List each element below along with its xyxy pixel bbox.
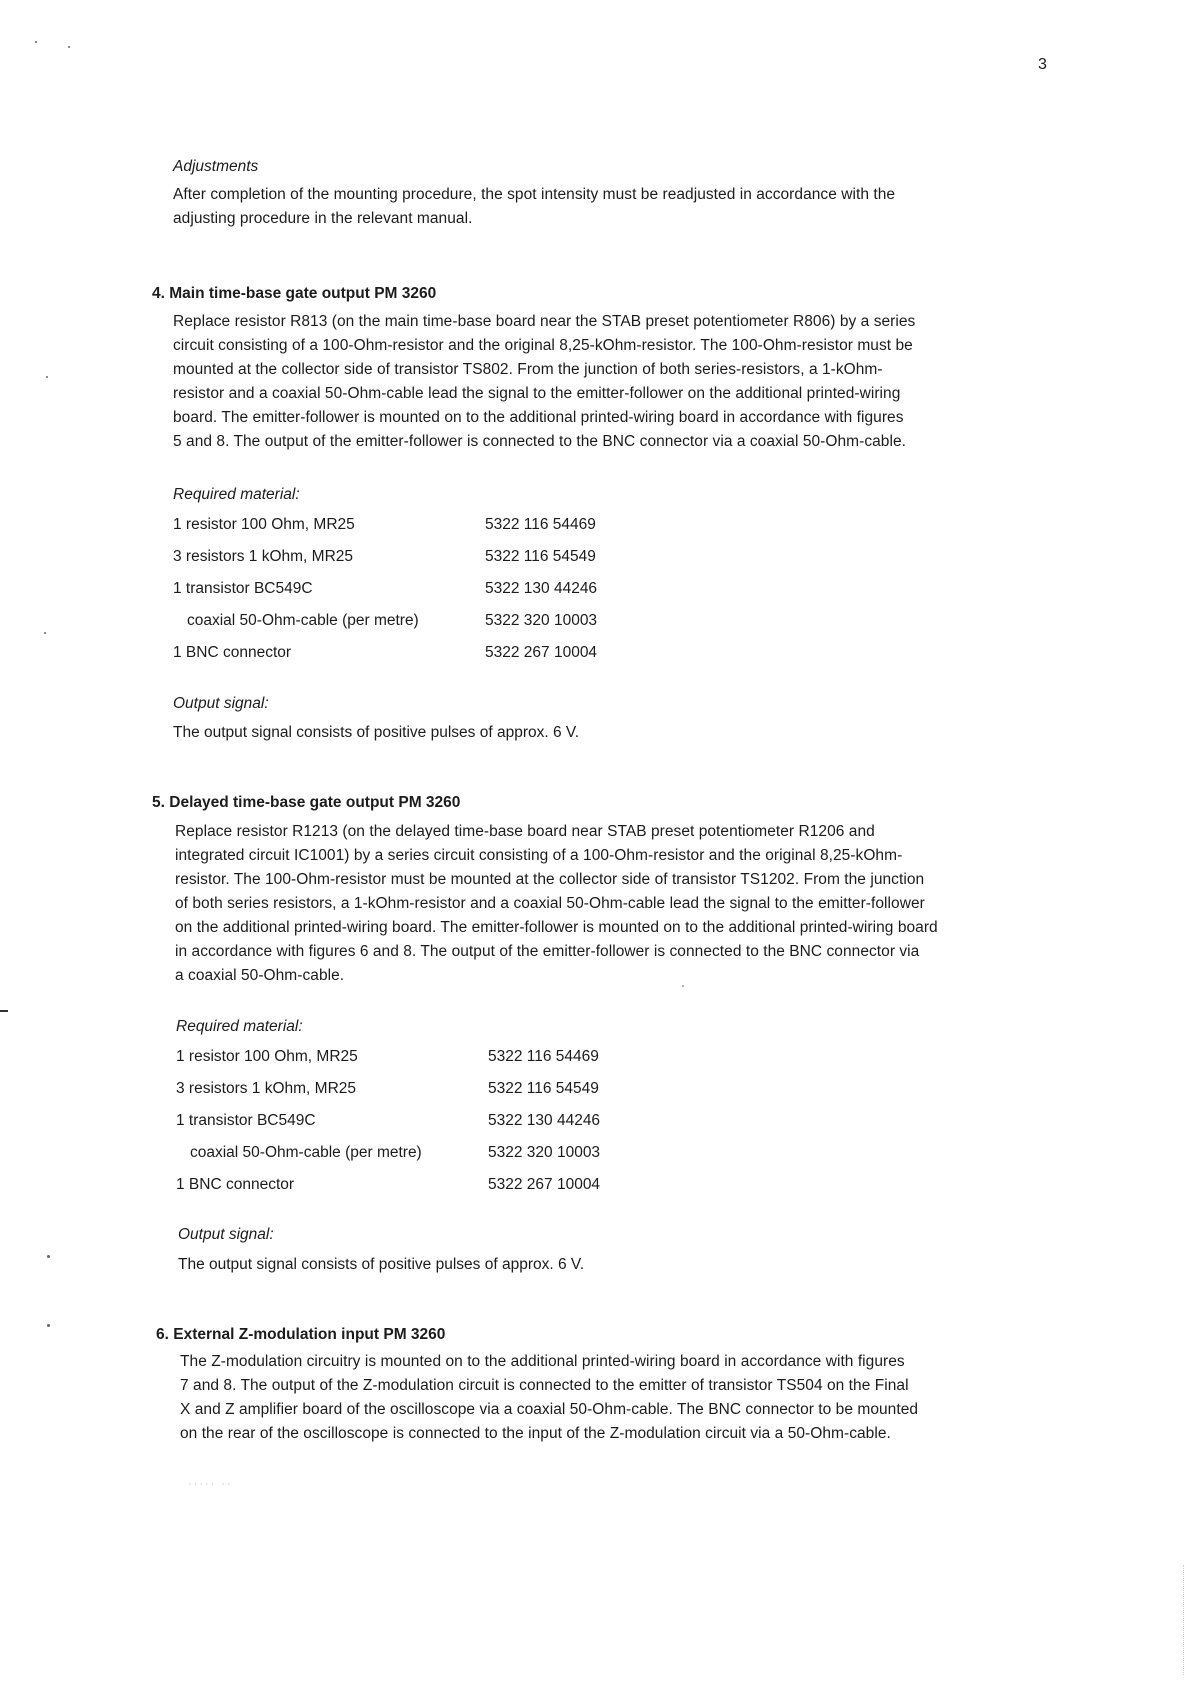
- section-title: External Z-modulation input PM 3260: [173, 1326, 446, 1343]
- material-item: coaxial 50-Ohm-cable (per metre): [190, 1144, 422, 1161]
- paragraph-line: mounted at the collector side of transistor TS802. From the junction of both series-resistors, a 1-kOhm-: [173, 361, 883, 378]
- adjustments-paragraph: [173, 183, 1073, 231]
- material-row: [173, 580, 693, 612]
- paragraph-line: on the additional printed-wiring board. The emitter-follower is mounted on to the additional printed-wiring board: [175, 919, 938, 936]
- section-5-output-heading: Output signal:: [178, 1226, 274, 1243]
- section-6-paragraph: [180, 1350, 1080, 1446]
- section-number: 4.: [152, 285, 165, 302]
- paragraph-line: resistor. The 100-Ohm-resistor must be mounted at the collector side of transistor TS1202. From the junction: [175, 871, 925, 888]
- paragraph-line: resistor and a coaxial 50-Ohm-cable lead the signal to the emitter-follower on the additional printed-wiring: [173, 385, 901, 402]
- material-code: 5322 320 10003: [485, 612, 598, 629]
- section-4-paragraph: [173, 310, 1073, 454]
- material-item: 1 transistor BC549C: [176, 1112, 316, 1129]
- material-item: 1 BNC connector: [173, 644, 292, 661]
- material-code: 5322 267 10004: [488, 1176, 601, 1193]
- paragraph-line: adjusting procedure in the relevant manual.: [173, 210, 473, 227]
- material-row: [176, 1112, 696, 1144]
- material-item: 1 resistor 100 Ohm, MR25: [176, 1048, 358, 1065]
- scan-speck: [47, 1324, 50, 1327]
- material-item: 3 resistors 1 kOhm, MR25: [173, 548, 354, 565]
- material-item: 1 resistor 100 Ohm, MR25: [173, 516, 355, 533]
- material-row: [173, 548, 693, 580]
- section-5-output-text: The output signal consists of positive pulses of approx. 6 V.: [178, 1256, 585, 1273]
- material-item: coaxial 50-Ohm-cable (per metre): [187, 612, 419, 629]
- paragraph-line: The Z-modulation circuitry is mounted on to the additional printed-wiring board in accordance with figures: [180, 1353, 905, 1370]
- section-4-material-table: [173, 516, 693, 676]
- material-row: [176, 1080, 696, 1112]
- paragraph-line: Replace resistor R813 (on the main time-base board near the STAB preset potentiometer R806) by a series: [173, 313, 916, 330]
- page-number: 3: [1038, 56, 1047, 73]
- paragraph-line: of both series resistors, a 1-kOhm-resistor and a coaxial 50-Ohm-cable lead the signal to the emitter-follower: [175, 895, 925, 912]
- section-4-material-heading: Required material:: [173, 486, 300, 503]
- edge-noise: [1183, 1565, 1185, 1675]
- paragraph-line: circuit consisting of a 100-Ohm-resistor and the original 8,25-kOhm-resistor. The 100-Ohm-resistor must be: [173, 337, 913, 354]
- paragraph-line: 7 and 8. The output of the Z-modulation circuit is connected to the emitter of transistor TS504 on the Final: [180, 1377, 909, 1394]
- scan-speck: [44, 632, 46, 634]
- material-code: 5322 116 54549: [485, 548, 596, 565]
- section-4-output-heading: Output signal:: [173, 695, 269, 712]
- material-code: 5322 130 44246: [488, 1112, 601, 1129]
- section-4-heading: [152, 285, 436, 303]
- margin-mark: [0, 1010, 8, 1012]
- material-code: 5322 116 54469: [488, 1048, 599, 1065]
- paragraph-line: board. The emitter-follower is mounted on to the additional printed-wiring board in accordance with figures: [173, 409, 904, 426]
- material-row: [173, 516, 693, 548]
- material-row: [176, 1176, 696, 1208]
- material-code: 5322 116 54549: [488, 1080, 599, 1097]
- material-row: [173, 644, 693, 676]
- scan-speck: [68, 46, 70, 48]
- section-title: Delayed time-base gate output PM 3260: [169, 794, 461, 811]
- scan-speck: [682, 985, 684, 987]
- section-4-output-text: The output signal consists of positive pulses of approx. 6 V.: [173, 724, 580, 741]
- material-row: [173, 612, 693, 644]
- section-number: 6.: [156, 1326, 169, 1343]
- material-code: 5322 267 10004: [485, 644, 598, 661]
- paragraph-line: Replace resistor R1213 (on the delayed time-base board near STAB preset potentiometer R1206 and: [175, 823, 875, 840]
- material-item: 1 BNC connector: [176, 1176, 295, 1193]
- section-5-heading: [152, 794, 460, 812]
- paragraph-line: X and Z amplifier board of the oscilloscope via a coaxial 50-Ohm-cable. The BNC connector to be mounted: [180, 1401, 919, 1418]
- section-title: Main time-base gate output PM 3260: [169, 285, 437, 302]
- faint-smudge: ····· ··: [188, 1478, 233, 1490]
- paragraph-line: integrated circuit IC1001) by a series circuit consisting of a 100-Ohm-resistor and the original 8,25-kOhm-: [175, 847, 903, 864]
- section-number: 5.: [152, 794, 165, 811]
- section-5-material-table: [176, 1048, 696, 1208]
- material-code: 5322 116 54469: [485, 516, 596, 533]
- section-5-material-heading: Required material:: [176, 1018, 303, 1035]
- adjustments-heading: Adjustments: [173, 158, 259, 175]
- section-6-heading: [156, 1326, 445, 1344]
- material-code: 5322 320 10003: [488, 1144, 601, 1161]
- scan-speck: [46, 376, 48, 378]
- paragraph-line: After completion of the mounting procedure, the spot intensity must be readjusted in accordance with the: [173, 186, 896, 203]
- material-row: [176, 1144, 696, 1176]
- paragraph-line: on the rear of the oscilloscope is connected to the input of the Z-modulation circuit via a 50-Ohm-cable.: [180, 1425, 891, 1442]
- material-code: 5322 130 44246: [485, 580, 598, 597]
- section-5-paragraph: [175, 820, 1075, 988]
- material-row: [176, 1048, 696, 1080]
- paragraph-line: a coaxial 50-Ohm-cable.: [175, 967, 345, 984]
- material-item: 1 transistor BC549C: [173, 580, 313, 597]
- paragraph-line: 5 and 8. The output of the emitter-follower is connected to the BNC connector via a coaxial 50-Ohm-cable.: [173, 433, 906, 450]
- scan-speck: [47, 1255, 50, 1258]
- material-item: 3 resistors 1 kOhm, MR25: [176, 1080, 357, 1097]
- paragraph-line: in accordance with figures 6 and 8. The output of the emitter-follower is connected to the BNC connector via: [175, 943, 920, 960]
- scan-speck: [35, 41, 37, 43]
